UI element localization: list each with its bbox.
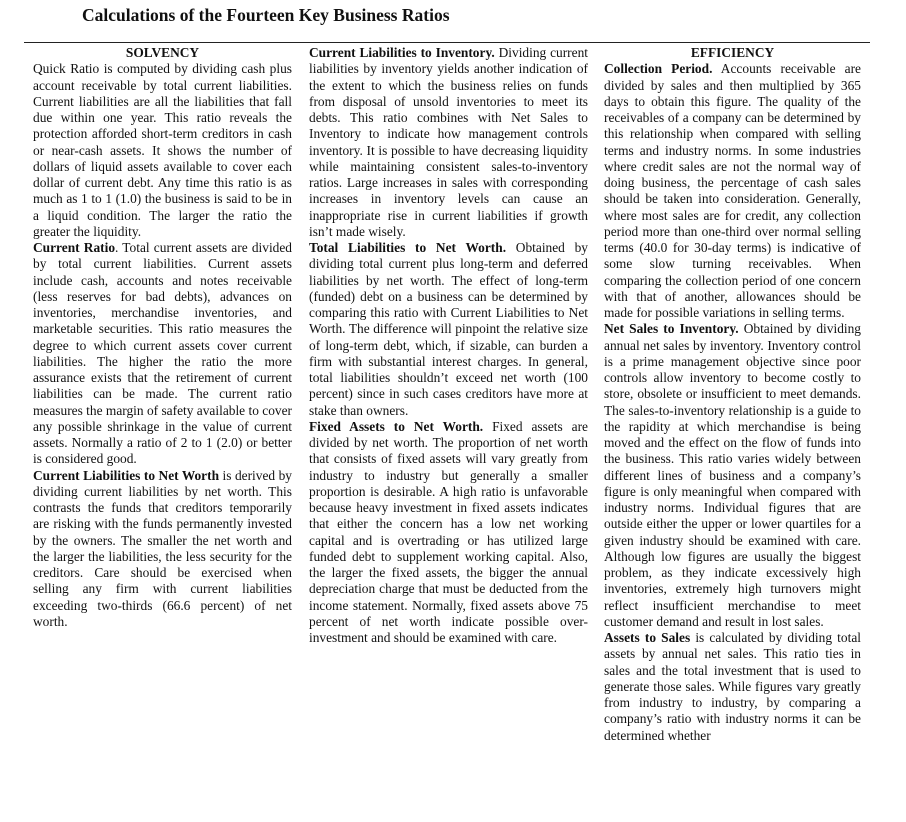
solvency-column: [33, 45, 292, 630]
efficiency-heading: EFFICIENCY: [690, 45, 775, 60]
page-title: Calculations of the Fourteen Key Business Ratios: [82, 5, 450, 25]
quick-ratio-paragraph: [33, 61, 292, 240]
current-ratio-text: . Total current assets are divided by total current liabilities. Current assets include cash, accounts and notes receivable (less reserves for bad debts), advances on inventories, merchandise inventories, and marketable securities. This ratio measures the degree to which current assets cover current liabilities. The higher the ratio the more assurance exists that the retirement of current liabilities can be made. The current ratio measures the margin of safety available to cover any possible shrinkage in the value of current assets. Normally a ratio of 2 to 1 (2.0) or better is considered good.: [33, 240, 292, 467]
collection-period-term: Collection Period.: [604, 61, 713, 77]
middle-column: [309, 45, 588, 646]
current-liabilities-to-net-worth-term: Current Liabilities to Net Worth: [33, 467, 220, 483]
collection-period-paragraph: [604, 61, 861, 321]
current-liabilities-to-net-worth-text: is derived by dividing current liabilities by net worth. This contrasts the funds that creditors temporarily are risking with the funds permanently invested by the owners. The smaller the net worth and the larger the liabilities, the less security for the creditors. Care should be exercised when selling any firm with current liabilities exceeding two-thirds (66.6 percent) of net worth.: [33, 467, 292, 629]
assets-to-sales-term: Assets to Sales: [604, 630, 691, 645]
total-liabilities-to-net-worth-term: Total Liabilities to Net Worth.: [309, 240, 507, 255]
solvency-heading: SOLVENCY: [125, 45, 200, 60]
net-sales-to-inventory-term: Net Sales to Inventory.: [604, 321, 739, 337]
fixed-assets-to-net-worth-paragraph: [309, 419, 588, 647]
current-liabilities-to-inventory-text: Dividing current liabilities by inventory yields another indication of the extent to which the business relies on funds from disposal of unsold inventories to meet its debts. This ratio combines with Net Sales to Inventory to indicate how management controls inventory. It is possible to have decreasing liquidity while maintaining consistent sales-to-inventory ratios. Large increases in sales with corresponding increases in inventory levels can cause an inappropriate rise in current liabilities if growth isn’t made wisely.: [309, 45, 588, 239]
current-liabilities-to-inventory-term: Current Liabilities to Inventory.: [309, 45, 495, 60]
efficiency-column: [604, 45, 861, 744]
current-liabilities-to-inventory-paragraph: [309, 45, 588, 240]
assets-to-sales-text: is calculated by dividing total assets by annual net sales. This ratio ties in sales and the total investment that is used to generate those sales. While figures vary greatly from industry to industry, by comparing a company’s ratio with industry norms it can be determined whether: [604, 630, 861, 743]
title-divider: [24, 42, 870, 43]
current-liabilities-to-net-worth-paragraph: [33, 468, 292, 631]
fixed-assets-to-net-worth-text: Fixed assets are divided by net worth. The proportion of net worth that consists of fixed assets will vary greatly from industry to industry but generally a smaller proportion is desirable. A high ratio is unfavorable because heavy investment in fixed assets indicates that either the concern has a low net working capital and is overtrading or has utilized large funded debt to supplement working capital. Also, the larger the fixed assets, the bigger the annual depreciation charge that must be deducted from the income statement. Normally, fixed assets above 75 percent of net worth indicate possible over-investment and should be examined with care.: [309, 418, 588, 645]
collection-period-text: Accounts receivable are divided by sales and then multiplied by 365 days to obtain this figure. The quality of the receivables of a company can be determined by this relationship when compared with selling terms and industry norms. In some industries where credit sales are not the normal way of doing business, the percentage of cash sales should be taken into consideration. Generally, where most sales are for credit, any collection period more than one-third over normal selling terms (40.0 for 30-day terms) is indicative of some slow turning receivables. When comparing the collection period of one concern with that of another, allowances should be made for possible variations in selling terms.: [604, 61, 861, 320]
quick-ratio-text: Quick Ratio is computed by dividing cash plus account receivable by total current liabilities. Current liabilities are all the liabilities that fall due within one year. This ratio reveals the protection afforded short-term creditors in cash or near-cash assets. It shows the number of dollars of liquid assets available to cover each dollar of current debt. Any time this ratio is as much as 1 to 1 (1.0) the business is said to be in a liquid condition. The larger the ratio the greater the liquidity.: [33, 61, 292, 239]
net-sales-to-inventory-paragraph: [604, 321, 861, 630]
current-ratio-term: Current Ratio: [33, 240, 116, 255]
assets-to-sales-paragraph: [604, 630, 861, 744]
total-liabilities-to-net-worth-paragraph: [309, 240, 588, 419]
net-sales-to-inventory-text: Obtained by dividing annual net sales by inventory. Inventory control is a prime management objective since poor controls allow inventory to become costly to store, obsolete or insufficient to meet demands. The sales-to-inventory relationship is a guide to the rapidity at which merchandise is being moved and the effect on the flow of funds into the business. This ratio varies widely between different lines of business and a company’s figure is only meaningful when compared with industry norms. Individual figures that are outside either the upper or lower quartiles for a given industry should be examined with care. Although low figures are usually the biggest problem, as they indicate excessively high inventories, extremely high turnovers might reflect insufficient merchandise to meet customer demand and result in lost sales.: [604, 321, 861, 629]
current-ratio-paragraph: [33, 240, 292, 468]
fixed-assets-to-net-worth-term: Fixed Assets to Net Worth.: [309, 418, 484, 434]
total-liabilities-to-net-worth-text: Obtained by dividing total current plus long-term and deferred liabilities by net worth. The effect of long-term (funded) debt on a business can be determined by comparing this ratio with Current Liabilities to Net Worth. The difference will pinpoint the relative size of long-term debt, which, if sizable, can burden a firm with substantial interest charges. In general, total liabilities shouldn’t exceed net worth (100 percent) since in such cases creditors have more at stake than owners.: [309, 240, 588, 418]
